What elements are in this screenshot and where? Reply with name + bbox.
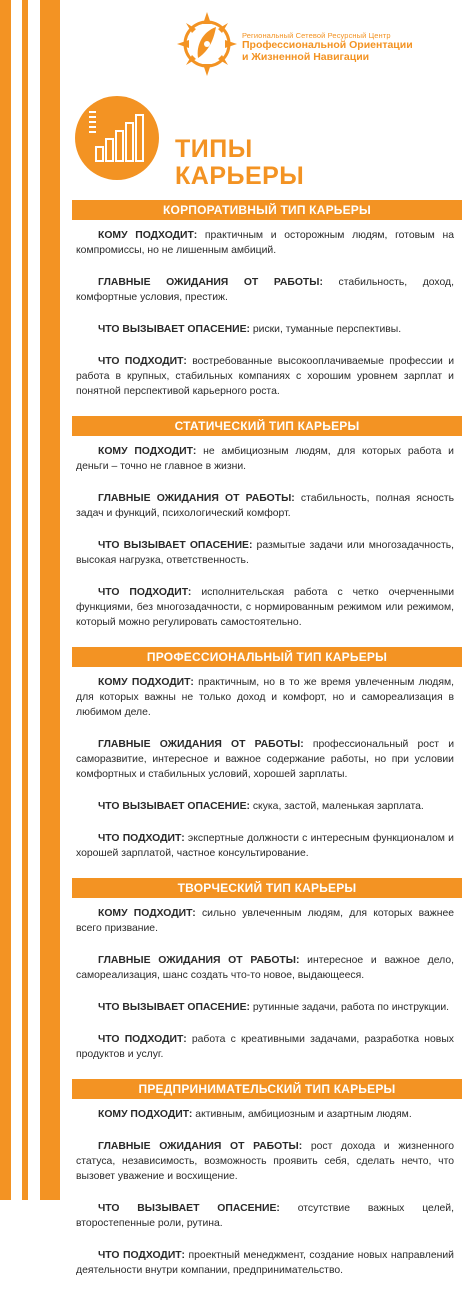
section-paragraph <box>76 538 454 568</box>
paragraph-label: ЧТО ПОДХОДИТ: <box>98 356 187 367</box>
paragraph-text: рутинные задачи, работа по инструкции. <box>249 1002 450 1013</box>
section-header: КОРПОРАТИВНЫЙ ТИП КАРЬЕРЫ <box>72 200 462 220</box>
section-paragraph <box>76 831 454 861</box>
section-paragraph <box>76 228 454 258</box>
paragraph-label: ЧТО ВЫЗЫВАЕТ ОПАСЕНИЕ: <box>98 324 250 335</box>
section-paragraph <box>76 799 454 814</box>
career-type-section <box>72 647 462 861</box>
paragraph-label: ЧТО ПОДХОДИТ: <box>98 1250 185 1261</box>
compass-logo-icon <box>176 10 240 78</box>
section-paragraph <box>76 1032 454 1062</box>
paragraph-text: отсутствие важных целей, второстепенные роли, рутина. <box>76 1203 455 1229</box>
paragraph-text: практичным, но в то же время увлеченным людям, для которых важны не только доход и комфорт, но и самореализация в любимом деле. <box>76 677 454 718</box>
paragraph-text: стабильность, доход, комфортные условия, престиж. <box>76 277 455 303</box>
section-paragraph <box>76 322 454 337</box>
page-title <box>175 136 304 190</box>
brand-line-2: и Жизненной Навигации <box>242 50 370 63</box>
title-line-2: КАРЬЕРЫ <box>175 162 305 190</box>
paragraph-text: работа с креативными задачами, разработка новых продуктов и услуг. <box>76 1034 454 1060</box>
section-header: ТВОРЧЕСКИЙ ТИП КАРЬЕРЫ <box>72 878 462 898</box>
section-paragraph <box>76 675 454 720</box>
career-type-section <box>72 416 462 630</box>
paragraph-text: исполнительская работа с четко очерченными функциями, без многозадачности, с нормированным режимом или режимом, который можно регулировать самостоятельно. <box>76 587 455 628</box>
paragraph-text: скука, застой, маленькая зарплата. <box>249 801 424 812</box>
section-paragraph <box>76 1201 454 1231</box>
paragraph-text: риски, туманные перспективы. <box>249 324 402 335</box>
career-types-list <box>72 200 462 1295</box>
section-header: СТАТИЧЕСКИЙ ТИП КАРЬЕРЫ <box>72 416 462 436</box>
section-paragraph <box>76 737 454 782</box>
section-header: ПРОФЕССИОНАЛЬНЫЙ ТИП КАРЬЕРЫ <box>72 647 462 667</box>
paragraph-text: размытые задачи или многозадачность, высокая нагрузка, ответственность. <box>76 540 455 566</box>
paragraph-label: КОМУ ПОДХОДИТ: <box>98 230 198 241</box>
brand-line-1: Профессиональной Ориентации <box>242 39 413 51</box>
brand-small-line: Региональный Сетевой Ресурсный Центр <box>242 31 391 40</box>
paragraph-label: КОМУ ПОДХОДИТ: <box>98 446 197 457</box>
decorative-stripe <box>0 0 11 1200</box>
paragraph-text: интересное и важное дело, самореализация, шанс создать что-то новое, выдающееся. <box>76 955 455 981</box>
paragraph-label: ГЛАВНЫЕ ОЖИДАНИЯ ОТ РАБОТЫ: <box>98 739 304 750</box>
paragraph-text: сильно увлеченным людям, для которых важнее всего призвание. <box>76 908 454 934</box>
paragraph-text: профессиональный рост и саморазвитие, интересное и важное содержание работы, но при условии комфортных и стабильных условий, хорошей зарплаты. <box>76 739 455 780</box>
paragraph-label: ЧТО ВЫЗЫВАЕТ ОПАСЕНИЕ: <box>98 1002 250 1013</box>
section-paragraph <box>76 1248 454 1278</box>
paragraph-label: ЧТО ПОДХОДИТ: <box>98 1034 187 1045</box>
bar-chart-icon <box>74 95 160 181</box>
section-paragraph <box>76 1107 454 1122</box>
paragraph-text: активным, амбициозным и азартным людям. <box>192 1109 412 1120</box>
title-line-1: ТИПЫ <box>175 135 253 163</box>
section-paragraph <box>76 906 454 936</box>
brand-name <box>242 31 413 63</box>
section-paragraph <box>76 953 454 983</box>
paragraph-text: рост дохода и жизненного статуса, независимость, возможность проявить себя, сделать нечто, что вызовет уважение и восхищение. <box>76 1141 454 1182</box>
decorative-stripe <box>22 0 28 1200</box>
paragraph-label: ГЛАВНЫЕ ОЖИДАНИЯ ОТ РАБОТЫ: <box>98 1141 303 1152</box>
paragraph-label: ГЛАВНЫЕ ОЖИДАНИЯ ОТ РАБОТЫ: <box>98 277 323 288</box>
section-paragraph <box>76 354 454 399</box>
section-paragraph <box>76 444 454 474</box>
paragraph-text: практичным и осторожным людям, готовым на компромиссы, но не лишенным амбиций. <box>76 230 454 256</box>
decorative-stripe <box>40 0 60 1200</box>
section-paragraph <box>76 585 454 630</box>
paragraph-label: ЧТО ВЫЗЫВАЕТ ОПАСЕНИЕ: <box>98 540 253 551</box>
paragraph-text: востребованные высокооплачиваемые профессии и работа в крупных, стабильных компаниях с хорошим уровнем зарплат и понятной перспективой карьерного роста. <box>76 356 454 397</box>
paragraph-label: КОМУ ПОДХОДИТ: <box>98 1109 193 1120</box>
career-type-section <box>72 1079 462 1278</box>
paragraph-label: ЧТО ПОДХОДИТ: <box>98 833 185 844</box>
section-paragraph <box>76 275 454 305</box>
paragraph-text: не амбициозным людям, для которых работа и деньги – точно не главное в жизни. <box>76 446 454 472</box>
paragraph-label: КОМУ ПОДХОДИТ: <box>98 677 194 688</box>
paragraph-label: КОМУ ПОДХОДИТ: <box>98 908 196 919</box>
section-paragraph <box>76 491 454 521</box>
paragraph-label: ГЛАВНЫЕ ОЖИДАНИЯ ОТ РАБОТЫ: <box>98 493 295 504</box>
section-paragraph <box>76 1139 454 1184</box>
paragraph-label: ЧТО ВЫЗЫВАЕТ ОПАСЕНИЕ: <box>98 801 250 812</box>
section-paragraph <box>76 1000 454 1015</box>
paragraph-text: стабильность, полная ясность задач и функций, психологический комфорт. <box>76 493 455 519</box>
paragraph-text: экспертные должности с интересным функционалом и хорошей зарплатой, частное консультирование. <box>76 833 454 859</box>
career-type-section <box>72 878 462 1062</box>
paragraph-text: проектный менеджмент, создание новых направлений деятельности внутри компании, предпринимательство. <box>76 1250 454 1276</box>
paragraph-label: ЧТО ПОДХОДИТ: <box>98 587 192 598</box>
career-type-section <box>72 200 462 399</box>
paragraph-label: ГЛАВНЫЕ ОЖИДАНИЯ ОТ РАБОТЫ: <box>98 955 300 966</box>
section-header: ПРЕДПРИНИМАТЕЛЬСКИЙ ТИП КАРЬЕРЫ <box>72 1079 462 1099</box>
paragraph-label: ЧТО ВЫЗЫВАЕТ ОПАСЕНИЕ: <box>98 1203 280 1214</box>
brand-logo <box>176 10 446 78</box>
